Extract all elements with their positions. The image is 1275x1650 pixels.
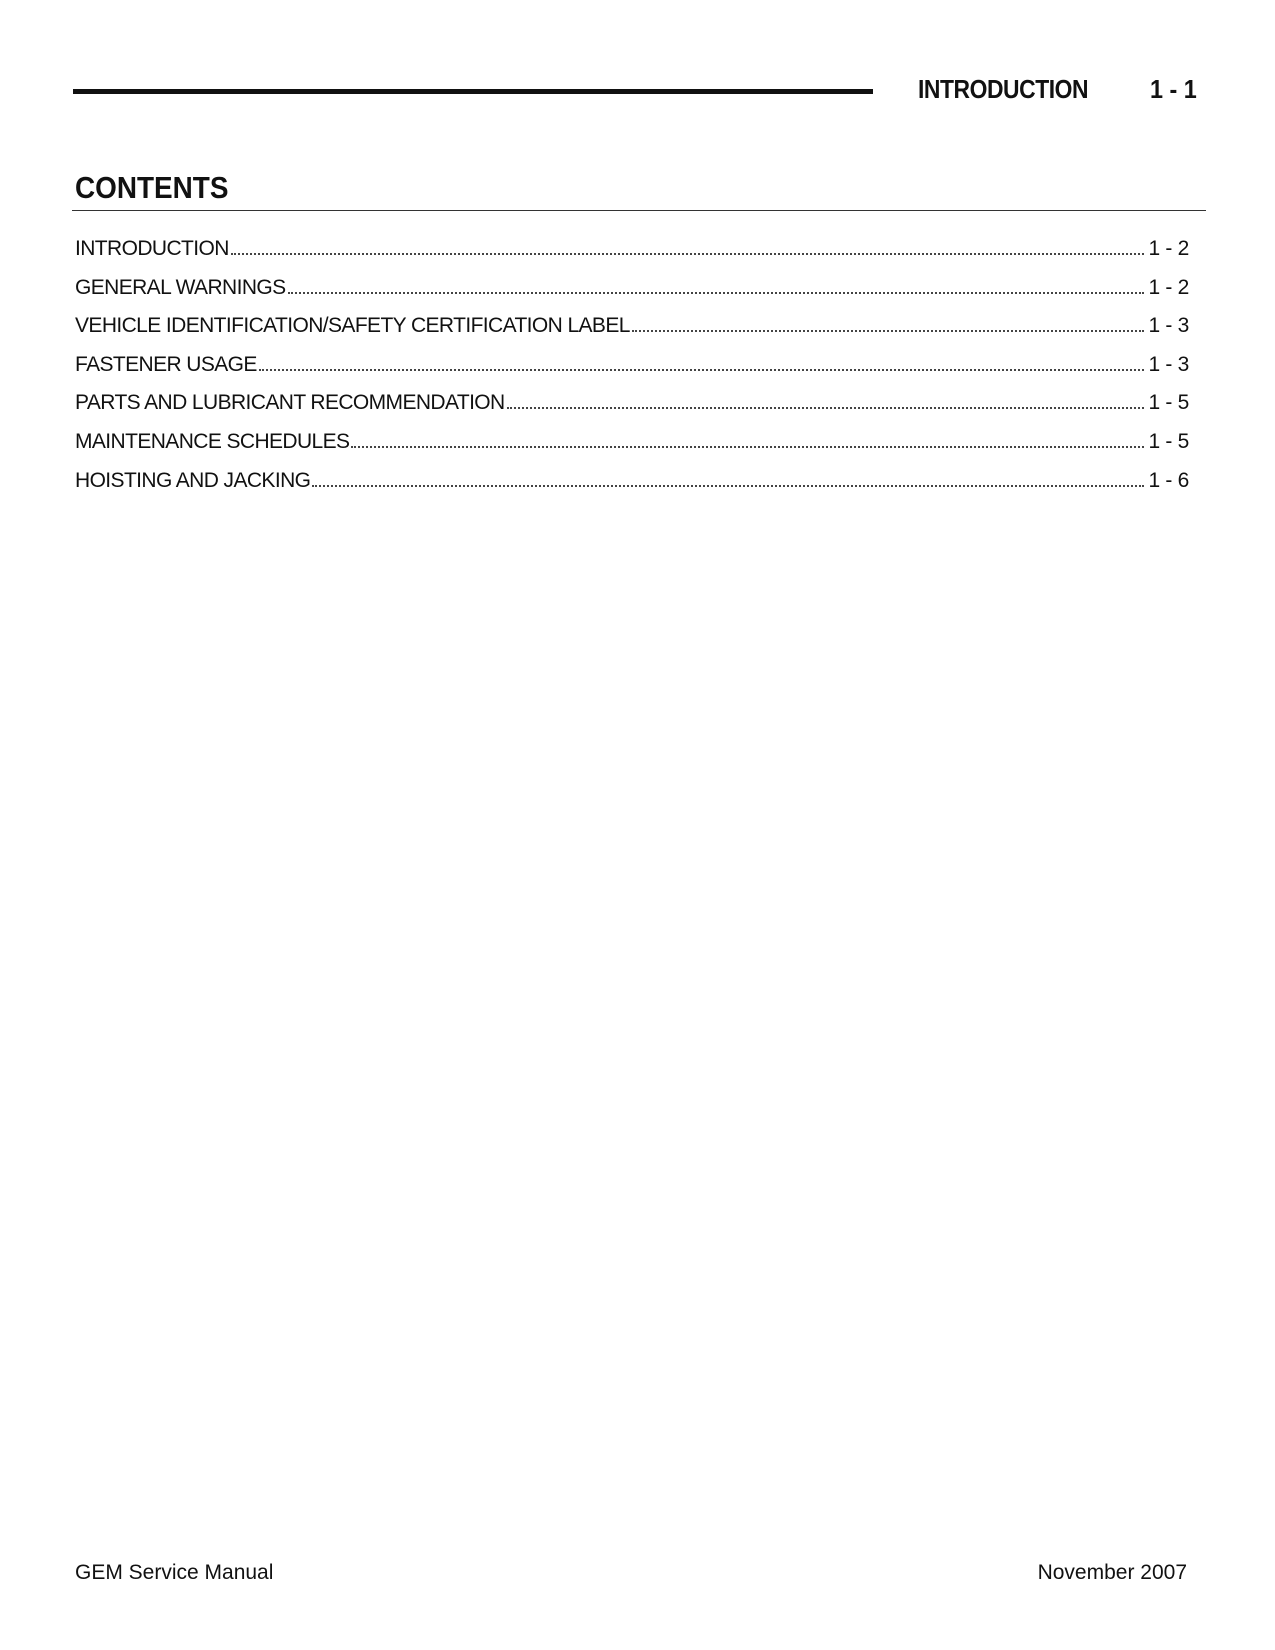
toc-leader-dots — [231, 252, 1145, 255]
footer-date: November 2007 — [1037, 1561, 1187, 1584]
toc-leader-dots — [312, 484, 1144, 487]
footer-manual-title: GEM Service Manual — [75, 1561, 274, 1584]
toc-entry-page: 1 - 3 — [1148, 314, 1189, 338]
toc-leader-dots — [288, 291, 1145, 294]
toc-entry-page: 1 - 5 — [1148, 429, 1189, 453]
toc-entry-title: PARTS AND LUBRICANT RECOMMENDATION — [75, 391, 505, 415]
toc-entry-page: 1 - 6 — [1148, 468, 1189, 492]
toc-entry-page: 1 - 2 — [1148, 237, 1189, 260]
toc-entry[interactable] — [75, 388, 1189, 427]
toc-entry[interactable] — [75, 273, 1189, 312]
toc-entry[interactable] — [75, 427, 1189, 466]
header-section-title: INTRODUCTION — [918, 74, 1089, 104]
contents-rule — [72, 210, 1206, 211]
toc-entry-title: FASTENER USAGE — [75, 352, 257, 376]
toc-entry-title: HOISTING AND JACKING — [75, 468, 311, 492]
toc-entry[interactable] — [75, 311, 1189, 350]
header-rule — [73, 89, 873, 94]
toc-entry-title: MAINTENANCE SCHEDULES — [75, 429, 350, 453]
toc-entry-title: VEHICLE IDENTIFICATION/SAFETY CERTIFICATION LABEL — [75, 314, 630, 338]
toc-entry-page: 1 - 5 — [1148, 391, 1189, 415]
toc-entry-page: 1 - 2 — [1148, 275, 1189, 299]
toc-leader-dots — [507, 406, 1145, 409]
toc-leader-dots — [351, 445, 1144, 448]
table-of-contents — [75, 234, 1189, 504]
toc-entry[interactable] — [75, 466, 1189, 505]
toc-entry[interactable] — [75, 234, 1189, 273]
toc-leader-dots — [259, 368, 1145, 371]
toc-entry-page: 1 - 3 — [1148, 352, 1189, 376]
toc-leader-dots — [632, 329, 1145, 332]
toc-entry-title: GENERAL WARNINGS — [75, 275, 286, 299]
toc-entry-title: INTRODUCTION — [75, 237, 229, 260]
contents-title: CONTENTS — [75, 170, 229, 205]
toc-entry[interactable] — [75, 350, 1189, 389]
header-page-number: 1 - 1 — [1150, 74, 1197, 104]
